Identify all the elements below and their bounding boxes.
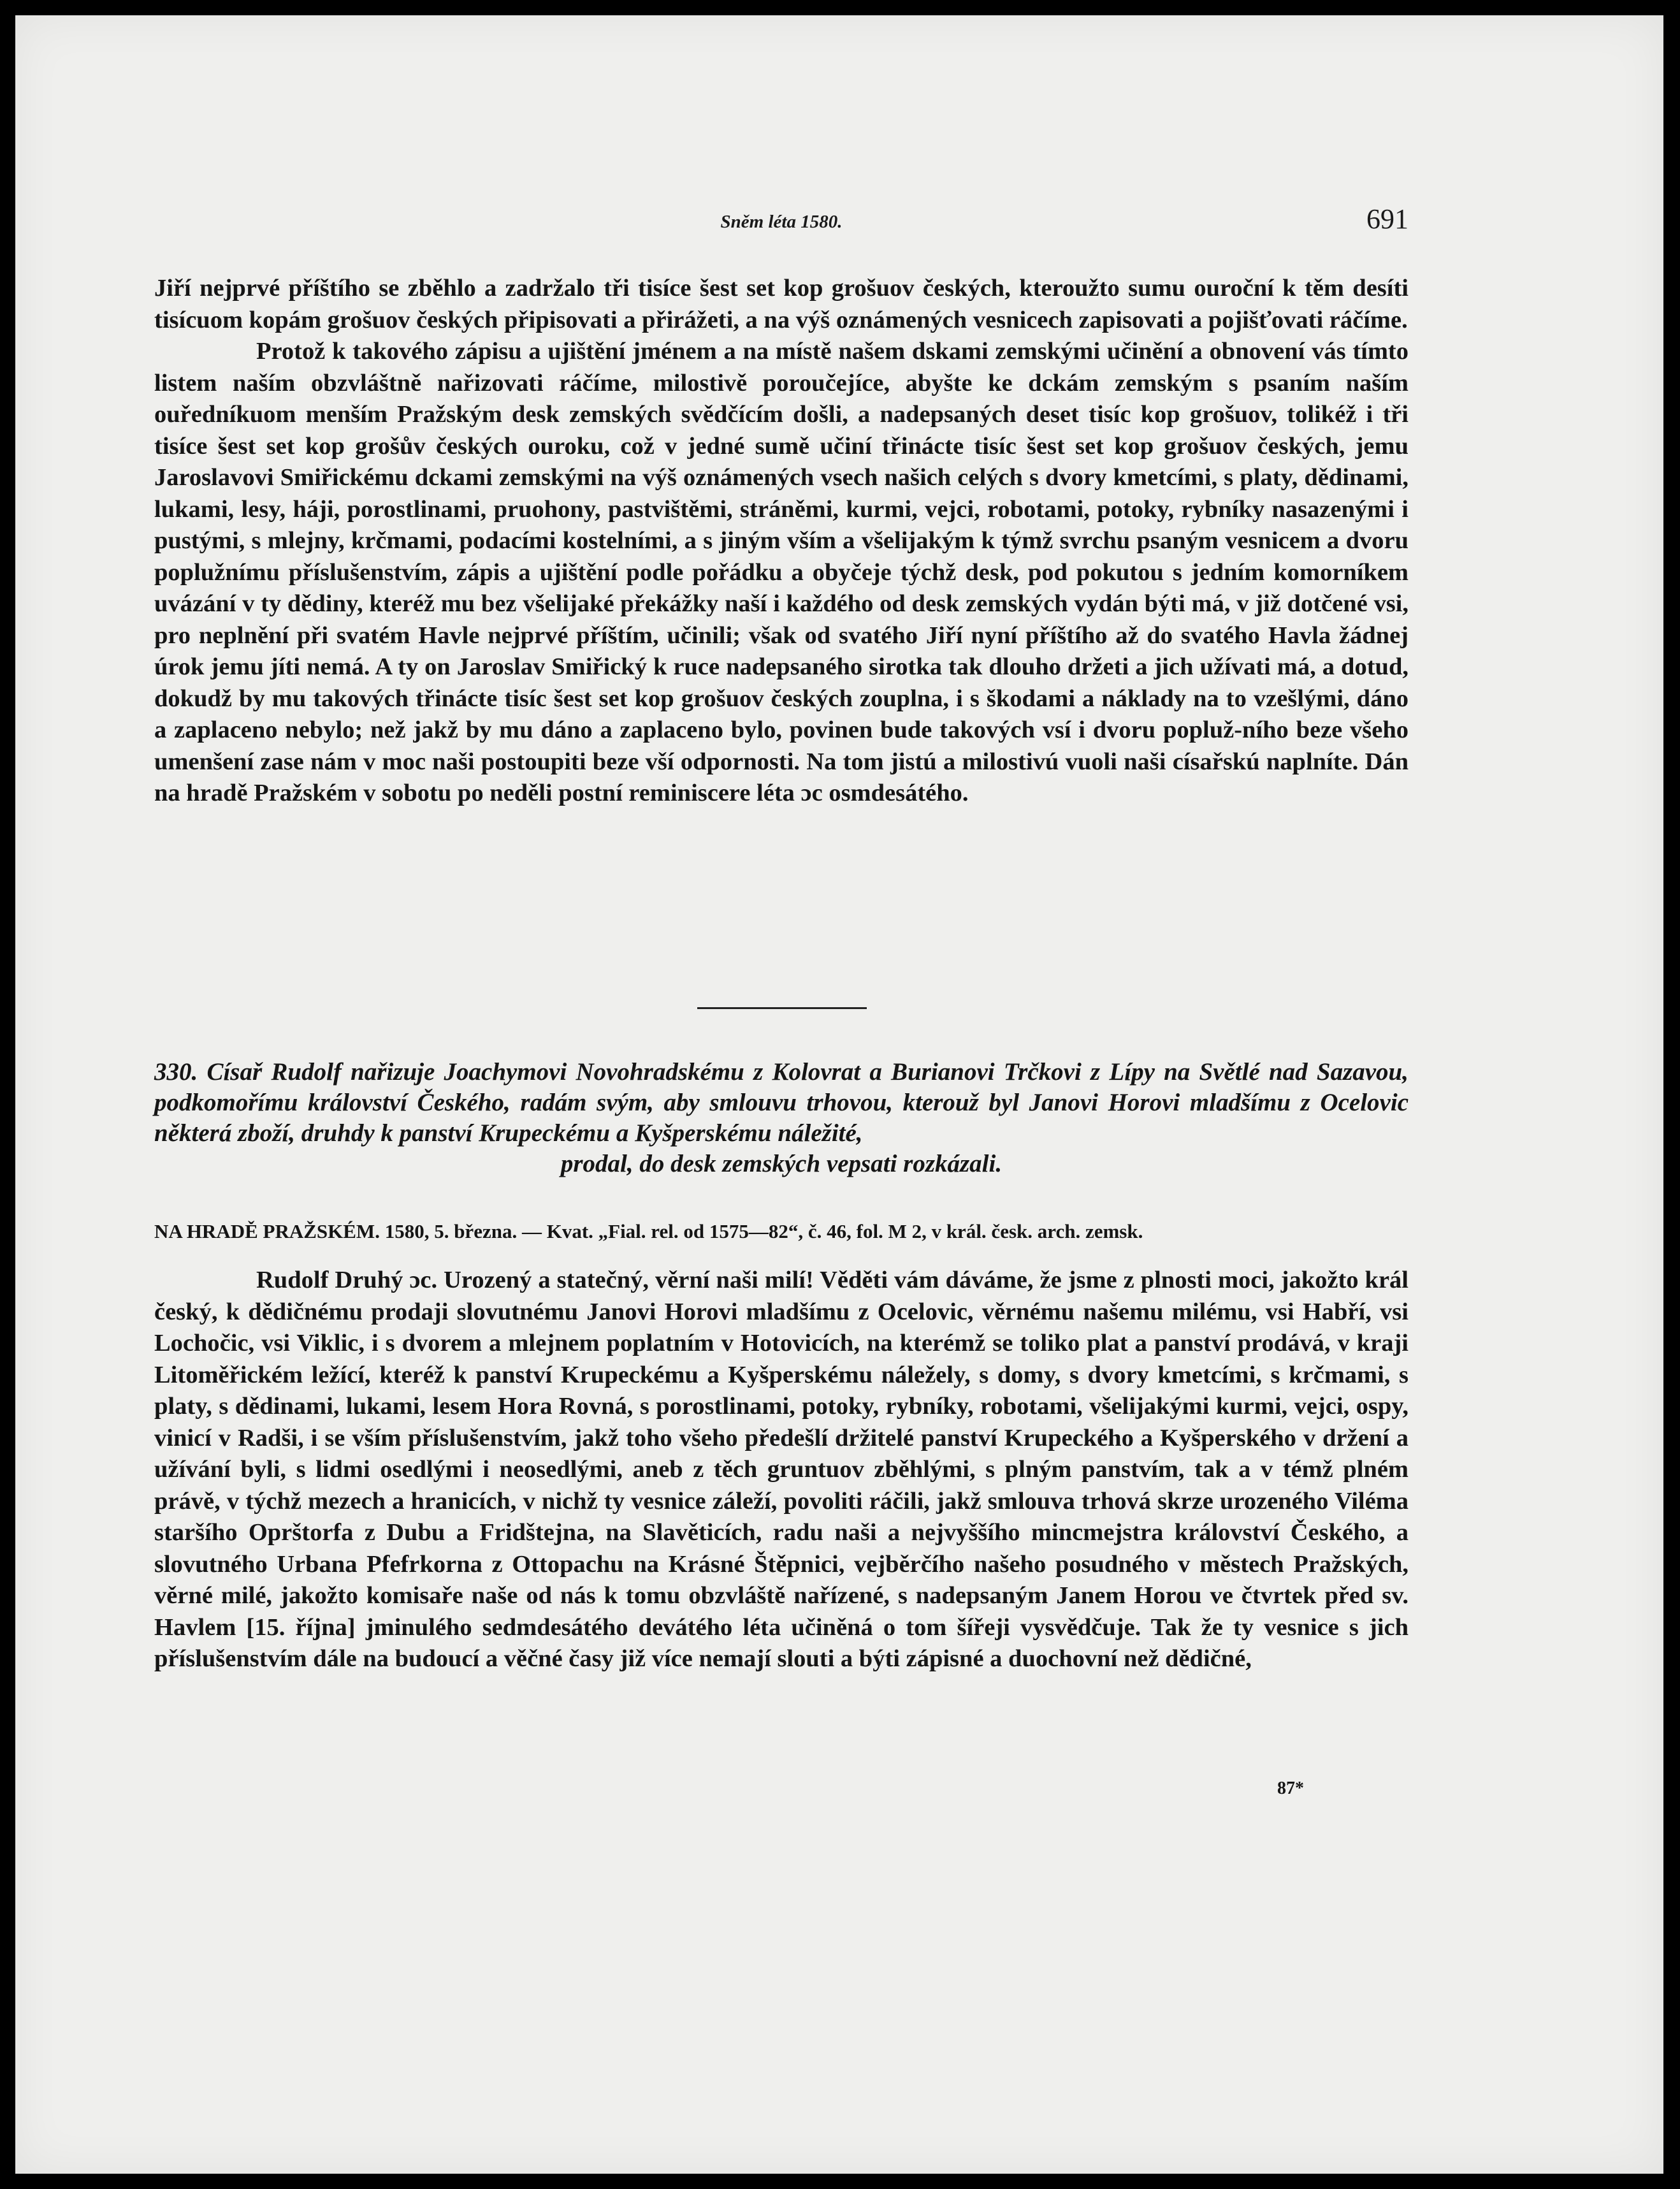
document-regest [154, 1057, 1408, 1179]
paragraph: Rudolf Druhý ɔc. Urozený a statečný, věrní naši milí! Věděti vám dáváme, že jsme z plnosti moci, jakožto král český, k dědičnému prodaji slovutnému Janovi Horovi mladšímu z Ocelovic, věrnému našemu milému, vsi Habří, vsi Lochočic, vsi Viklic, i s dvorem a mlejnem poplatním v Hotovicích, na kterémž se toliko plat a panství prodává, v kraji Litoměřickém ležící, kteréž k panství Krupeckému a Kyšperskému náležely, s domy, s dvory kmetcími, s krčmami, s platy, s dědinami, lukami, lesem Hora Rovná, s porostlinami, potoky, rybníky, robotami, všelijakými kurmi, vejci, ospy, vinicí v Radši, i se vším příslušenstvím, jakž toho všeho předešlí držitelé panství Krupeckého a Kyšperského v držení a užívání byli, s lidmi osedlými i neosedlými, aneb z těch gruntuov zběhlými, s plným panstvím, tak a v témž plném právě, v týchž mezech a hranicích, v nichž ty vesnice záleží, povoliti ráčili, jakž smlouva trhová skrze urozeného Viléma staršího Oprštorfa z Dubu a Fridštejna, na Slavěticích, radu naši a nejvyššího mincmejstra království Českého, a slovutného Urbana Pfefrkorna z Ottopachu na Krásné Štěpnici, vejběrčího našeho posudného v městech Pražských, věrné milé, jakožto komisaře naše od nás k tomu obzvláště nařízené, s nadepsaným Janem Horou ve čtvrtek před sv. Havlem [15. října] jminulého sedmdesátého devátého léta učiněná o tom šířeji vysvědčuje. Tak že ty vesnice s jich příslušenstvím dále na budoucí a věčné časy již více nemají slouti a býti zápisné a duochovní než dědičné, [154, 1267, 1408, 1672]
body-text-lower [154, 1265, 1408, 1675]
source-citation: NA HRADĚ PRAŽSKÉM. 1580, 5. března. — Kvat. „Fial. rel. od 1575—82“, č. 46, fol. M 2, v král. česk. arch. zemsk. [154, 1220, 1143, 1242]
running-title: Sněm léta 1580. [720, 212, 843, 232]
body-text-upper [154, 273, 1408, 810]
running-head [154, 203, 1408, 241]
paragraph: Protož k takového zápisu a ujištění jménem a na místě našem dskami zemskými učinění a obnovení vás tímto listem naším obzvláštně nařizovati ráčíme, milostivě poroučejíce, abyšte ke dckám zemským s psaním naším ouředníkuom menším Pražským desk zemských svědčícím došli, a nadepsaných deset tisíc kop grošuov, tolikéž i tři tisíce šest set kop grošův českých ouroku, což v jedné sumě učiní třinácte tisíc šest set kop grošuov českých, jemu Jaroslavovi Smiřickému dckami zemskými na výš oznámených vsech našich celých s dvory kmetcími, s platy, dědinami, lukami, lesy, háji, porostlinami, pruohony, pastvištěmi, stráněmi, kurmi, vejci, robotami, potoky, rybníky nasazenými i pustými, s mlejny, krčmami, podacími kostelními, a s jiným vším a všelijakým k týmž svrchu psaným vesnicem a dvoru poplužnímu příslušenstvím, zápis a ujištění podle pořádku a obyčeje týchž desk, pod pokutou s jedním komorníkem uvázání v ty dědiny, kteréž mu bez všelijaké překážky naší i každého od desk zemských vydán býti má, v již dotčené vsi, pro neplnění při svatém Havle nejprvé příštím, učinili; však od svatého Jiří nyní příštího až do svatého Havla žádnej úrok jemu jíti nemá. A ty on Jaroslav Smiřický k ruce nadepsaného sirotka tak dlouho držeti a jich užívati má, a dotud, dokudž by mu takových třinácte tisíc šest set kop grošuov českých zouplna, i s škodami a náklady na to vzešlými, dáno a zaplaceno nebylo; než jakž by mu dáno a zaplaceno bylo, povinen bude takových vsí i dvoru popluž-ního beze všeho umenšení zase nám v moc naši postoupiti beze vší odpornosti. Na tom jistú a milostivú vuoli naši císařskú naplníte. Dán na hradě Pražském v sobotu po neděli postní reminiscere léta ɔc osmdesátého. [154, 338, 1408, 806]
regest-text-last-line: prodal, do desk zemských vepsati rozkázali. [560, 1150, 1003, 1177]
regest-text: 330. Císař Rudolf nařizuje Joachymovi Novohradskému z Kolovrat a Burianovi Trčkovi z Lípy na Světlé nad Sazavou, podkomořímu království Českého, radám svým, aby smlouvu trhovou, kterouž byl Janovi Horovi mladšímu z Ocelovic některá zboží, druhdy k panství Krupeckému a Kyšperskému náležité, [154, 1058, 1408, 1147]
section-divider [697, 1007, 867, 1009]
page-number: 691 [1366, 203, 1408, 235]
paragraph: Jiří nejprvé příštího se zběhlo a zadržalo tři tisíce šest set kop grošuov českých, kteroužto sumu ouroční k těm desíti tisícuom kopám grošuov českých připisovati a přirážeti, a na výš oznámených vesnicech zapisovati a pojišťovati ráčíme. [154, 275, 1408, 333]
sheet-signature: 87* [1277, 1778, 1304, 1798]
